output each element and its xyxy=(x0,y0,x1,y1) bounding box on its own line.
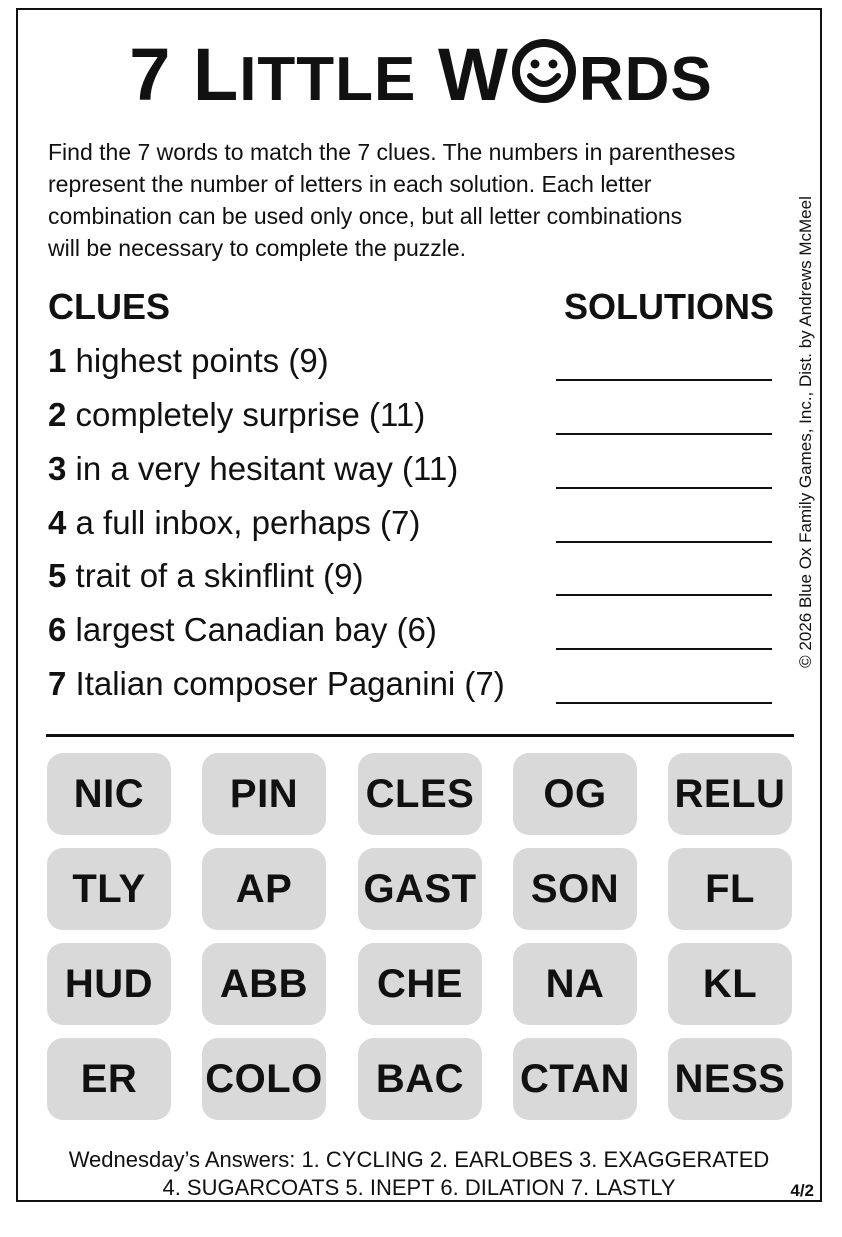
letter-tile[interactable]: CTAN xyxy=(513,1038,637,1120)
title-part-2: ITTLE xyxy=(239,45,417,114)
clues-heading: CLUES xyxy=(48,286,171,327)
clue-number: 4 xyxy=(48,504,67,541)
letter-tile[interactable]: PIN xyxy=(202,753,326,835)
clue-1 xyxy=(48,342,329,380)
clue-text: highest points (9) xyxy=(66,342,329,379)
solution-blank-6[interactable] xyxy=(556,648,772,650)
solution-blank-3[interactable] xyxy=(556,487,772,489)
clue-text: a full inbox, perhaps (7) xyxy=(66,504,421,541)
letter-tile[interactable]: HUD xyxy=(47,943,171,1025)
clue-number: 1 xyxy=(48,342,67,379)
clue-number: 6 xyxy=(48,611,67,648)
solution-blank-5[interactable] xyxy=(556,594,772,596)
clue-text: completely surprise (11) xyxy=(66,396,426,433)
solution-blank-7[interactable] xyxy=(556,702,772,704)
smiley-face-icon xyxy=(511,38,577,104)
clue-7 xyxy=(48,665,505,703)
title-part-1: 7 L xyxy=(129,33,240,116)
clue-number: 3 xyxy=(48,450,67,487)
clue-2 xyxy=(48,396,425,434)
instructions-line: will be necessary to complete the puzzle. xyxy=(48,235,467,261)
letter-tile[interactable]: SON xyxy=(513,848,637,930)
letter-tile[interactable]: CLES xyxy=(358,753,482,835)
letter-tile[interactable]: BAC xyxy=(358,1038,482,1120)
clue-text: in a very hesitant way (11) xyxy=(66,450,459,487)
letter-tile[interactable]: COLO xyxy=(202,1038,326,1120)
clue-text: Italian composer Paganini (7) xyxy=(66,665,505,702)
clue-number: 7 xyxy=(48,665,67,702)
letter-tile[interactable]: ER xyxy=(47,1038,171,1120)
solution-blank-1[interactable] xyxy=(556,379,772,381)
puzzle-date: 4/2 xyxy=(790,1181,814,1200)
clue-number: 5 xyxy=(48,557,67,594)
solutions-heading: SOLUTIONS xyxy=(563,286,774,327)
letter-tile[interactable]: KL xyxy=(668,943,792,1025)
clue-6 xyxy=(48,611,437,649)
puzzle-title xyxy=(0,30,842,125)
letter-tile[interactable]: FL xyxy=(668,848,792,930)
clue-5 xyxy=(48,557,363,595)
instructions xyxy=(48,136,798,264)
copyright-notice: © 2026 Blue Ox Family Games, Inc., Dist. by Andrews McMeel xyxy=(796,196,815,668)
previous-answers xyxy=(24,1146,814,1202)
clue-text: largest Canadian bay (6) xyxy=(66,611,437,648)
clue-4 xyxy=(48,504,420,542)
letter-tile[interactable]: OG xyxy=(513,753,637,835)
letter-tile[interactable]: ABB xyxy=(202,943,326,1025)
instructions-line: represent the number of letters in each solution. Each letter xyxy=(48,171,652,197)
letter-tile[interactable]: NA xyxy=(513,943,637,1025)
letter-tile[interactable]: AP xyxy=(202,848,326,930)
solution-blank-4[interactable] xyxy=(556,541,772,543)
letter-tile[interactable]: CHE xyxy=(358,943,482,1025)
instructions-line: combination can be used only once, but all letter combinations xyxy=(48,203,683,229)
title-part-3: W xyxy=(416,33,509,116)
divider xyxy=(46,734,794,737)
letter-tile[interactable]: TLY xyxy=(47,848,171,930)
clue-3 xyxy=(48,450,458,488)
letter-tile[interactable]: GAST xyxy=(358,848,482,930)
answers-line: 4. SUGARCOATS 5. INEPT 6. DILATION 7. LASTLY xyxy=(162,1175,676,1200)
letter-tile[interactable]: NESS xyxy=(668,1038,792,1120)
clue-text: trait of a skinflint (9) xyxy=(66,557,364,594)
answers-line: Wednesday’s Answers: 1. CYCLING 2. EARLOBES 3. EXAGGERATED xyxy=(68,1147,770,1172)
letter-tile[interactable]: RELU xyxy=(668,753,792,835)
title-part-4: RDS xyxy=(578,45,713,114)
clue-number: 2 xyxy=(48,396,67,433)
instructions-line: Find the 7 words to match the 7 clues. The numbers in parentheses xyxy=(48,139,736,165)
letter-tile[interactable]: NIC xyxy=(47,753,171,835)
solution-blank-2[interactable] xyxy=(556,433,772,435)
